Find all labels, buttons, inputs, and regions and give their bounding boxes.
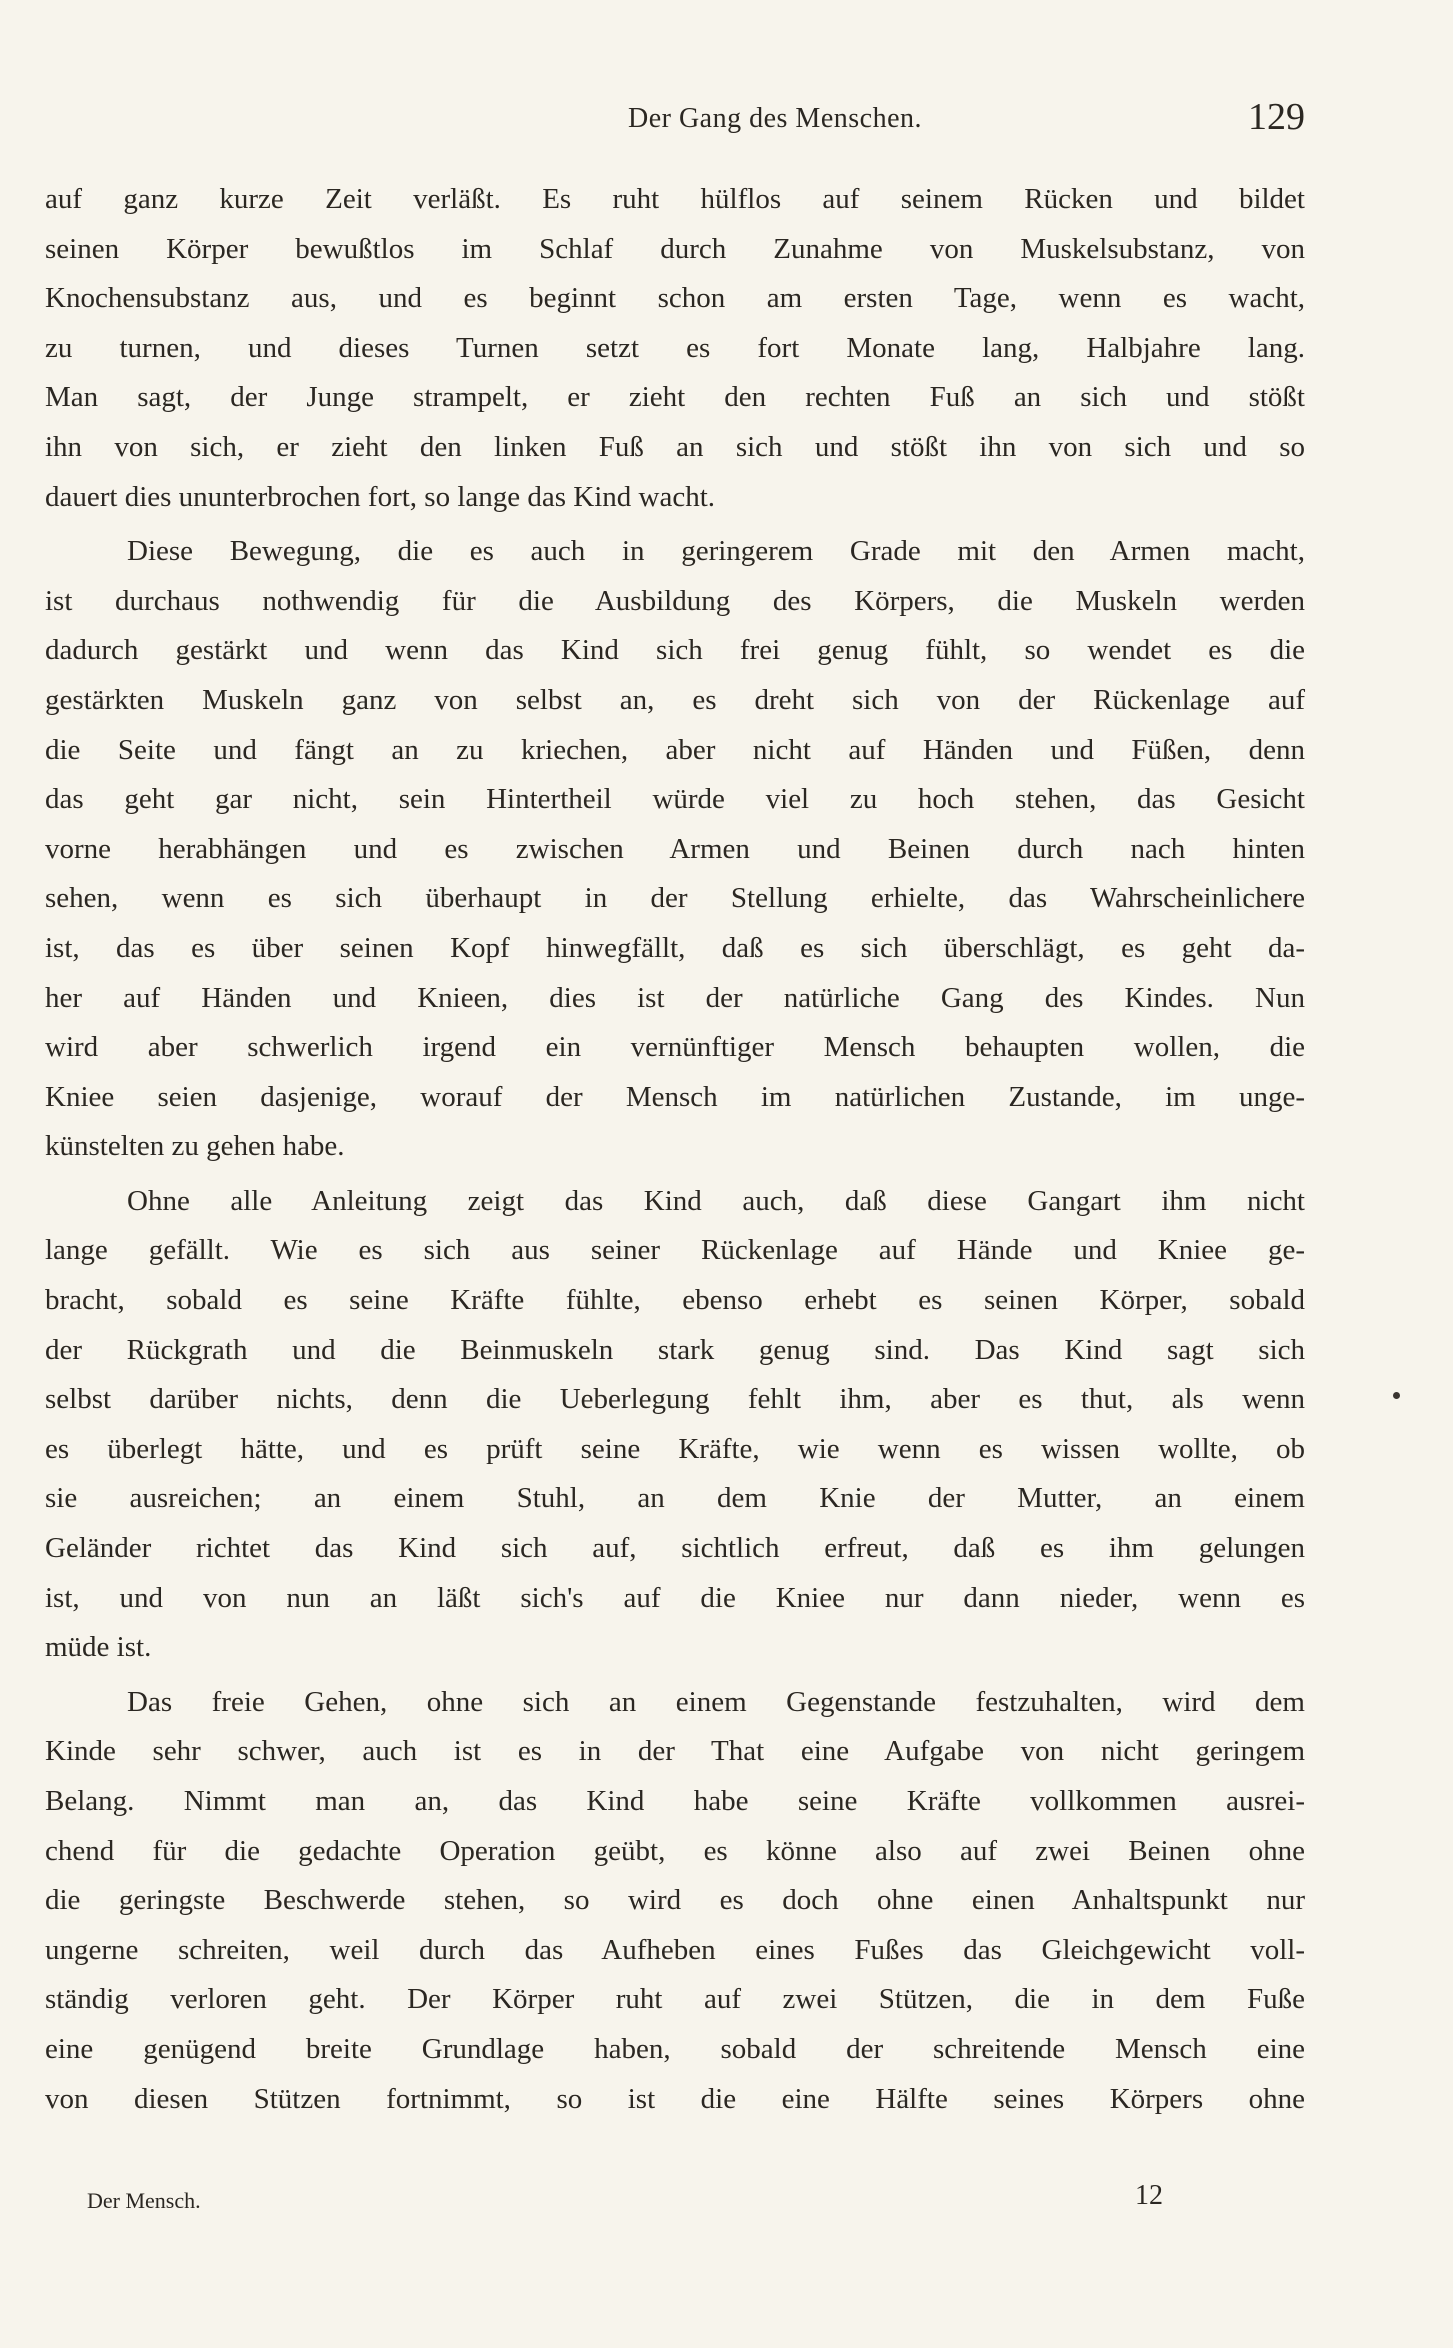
paragraph — [45, 1678, 1305, 2124]
signature-number: 12 — [1135, 2180, 1163, 2211]
text-line: Kinde sehr schwer, auch ist es in der That eine Aufgabe von nicht geringem — [45, 1735, 1305, 1768]
text-line: Kniee seien dasjenige, worauf der Mensch im natürlichen Zustande, im unge- — [45, 1080, 1305, 1113]
signature-mark: Der Mensch. — [87, 2188, 201, 2213]
paragraph — [45, 175, 1305, 522]
text-line: müde ist. — [45, 1631, 152, 1664]
text-line: dadurch gestärkt und wenn das Kind sich frei genug fühlt, so wendet es die — [45, 634, 1305, 667]
text-line: eine genügend breite Grundlage haben, sobald der schreitende Mensch eine — [45, 2032, 1305, 2065]
page-footer — [45, 2180, 1305, 2220]
text-line: sie ausreichen; an einem Stuhl, an dem Knie der Mutter, an einem — [45, 1482, 1305, 1515]
text-line: ist, das es über seinen Kopf hinwegfällt, daß es sich überschlägt, es geht da- — [45, 931, 1305, 964]
text-line: Das freie Gehen, ohne sich an einem Gegenstande festzuhalten, wird dem — [127, 1685, 1305, 1718]
running-head — [45, 95, 1305, 145]
text-line: bracht, sobald es seine Kräfte fühlte, ebenso erhebt es seinen Körper, sobald — [45, 1284, 1305, 1317]
text-line: lange gefällt. Wie es sich aus seiner Rückenlage auf Hände und Kniee ge- — [45, 1234, 1305, 1267]
text-line: Diese Bewegung, die es auch in geringerem Grade mit den Armen macht, — [127, 535, 1305, 568]
body-text — [45, 175, 1305, 2124]
text-line: Belang. Nimmt man an, das Kind habe seine Kräfte vollkommen ausrei- — [45, 1785, 1305, 1817]
text-line: Man sagt, der Junge strampelt, er zieht den rechten Fuß an sich und stößt — [45, 381, 1305, 414]
text-line: her auf Händen und Knieen, dies ist der natürliche Gang des Kindes. Nun — [45, 981, 1305, 1014]
text-line: chend für die gedachte Operation geübt, es könne also auf zwei Beinen ohne — [45, 1834, 1305, 1867]
text-line: selbst darüber nichts, denn die Ueberlegung fehlt ihm, aber es thut, als wenn — [45, 1383, 1305, 1416]
text-line: das geht gar nicht, sein Hintertheil würde viel zu hoch stehen, das Gesicht — [45, 783, 1305, 816]
text-line: vorne herabhängen und es zwischen Armen und Beinen durch nach hinten — [45, 832, 1305, 865]
text-line: gestärkten Muskeln ganz von selbst an, es dreht sich von der Rückenlage auf — [45, 683, 1305, 716]
text-line: künstelten zu gehen habe. — [45, 1130, 345, 1163]
ink-speck — [1393, 1392, 1400, 1399]
text-line: zu turnen, und dieses Turnen setzt es fort Monate lang, Halbjahre lang. — [45, 331, 1305, 364]
paragraph — [45, 1177, 1305, 1673]
running-title: Der Gang des Menschen. — [627, 103, 923, 134]
text-line: sehen, wenn es sich überhaupt in der Stellung erhielte, das Wahrscheinlichere — [45, 882, 1305, 915]
text-line: ist durchaus nothwendig für die Ausbildung des Körpers, die Muskeln werden — [45, 584, 1305, 617]
text-line: Knochensubstanz aus, und es beginnt schon am ersten Tage, wenn es wacht, — [45, 282, 1305, 315]
text-line: auf ganz kurze Zeit verläßt. Es ruht hülflos auf seinem Rücken und bildet — [45, 183, 1305, 215]
page-number: 129 — [1248, 96, 1305, 138]
text-line: ihn von sich, er zieht den linken Fuß an sich und stößt ihn von sich und so — [45, 430, 1305, 463]
text-line: es überlegt hätte, und es prüft seine Kräfte, wie wenn es wissen wollte, ob — [45, 1432, 1305, 1465]
paragraph — [45, 527, 1305, 1172]
text-line: die geringste Beschwerde stehen, so wird es doch ohne einen Anhaltspunkt nur — [45, 1884, 1305, 1917]
text-line: von diesen Stützen fortnimmt, so ist die eine Hälfte seines Körpers ohne — [45, 2082, 1305, 2115]
text-line: wird aber schwerlich irgend ein vernünftiger Mensch behaupten wollen, die — [45, 1031, 1305, 1064]
text-line: dauert dies ununterbrochen fort, so lange das Kind wacht. — [45, 480, 716, 513]
text-line: ungerne schreiten, weil durch das Aufheben eines Fußes das Gleichgewicht voll- — [45, 1933, 1305, 1966]
text-line: die Seite und fängt an zu kriechen, aber nicht auf Händen und Füßen, denn — [45, 733, 1305, 766]
text-line: ist, und von nun an läßt sich's auf die Kniee nur dann nieder, wenn es — [45, 1581, 1305, 1614]
text-line: ständig verloren geht. Der Körper ruht auf zwei Stützen, die in dem Fuße — [45, 1983, 1305, 2016]
text-line: Ohne alle Anleitung zeigt das Kind auch, daß diese Gangart ihm nicht — [127, 1184, 1305, 1217]
text-line: seinen Körper bewußtlos im Schlaf durch Zunahme von Muskelsubstanz, von — [45, 232, 1305, 265]
text-line: der Rückgrath und die Beinmuskeln stark genug sind. Das Kind sagt sich — [45, 1333, 1305, 1366]
text-line: Geländer richtet das Kind sich auf, sichtlich erfreut, daß es ihm gelungen — [45, 1532, 1305, 1565]
